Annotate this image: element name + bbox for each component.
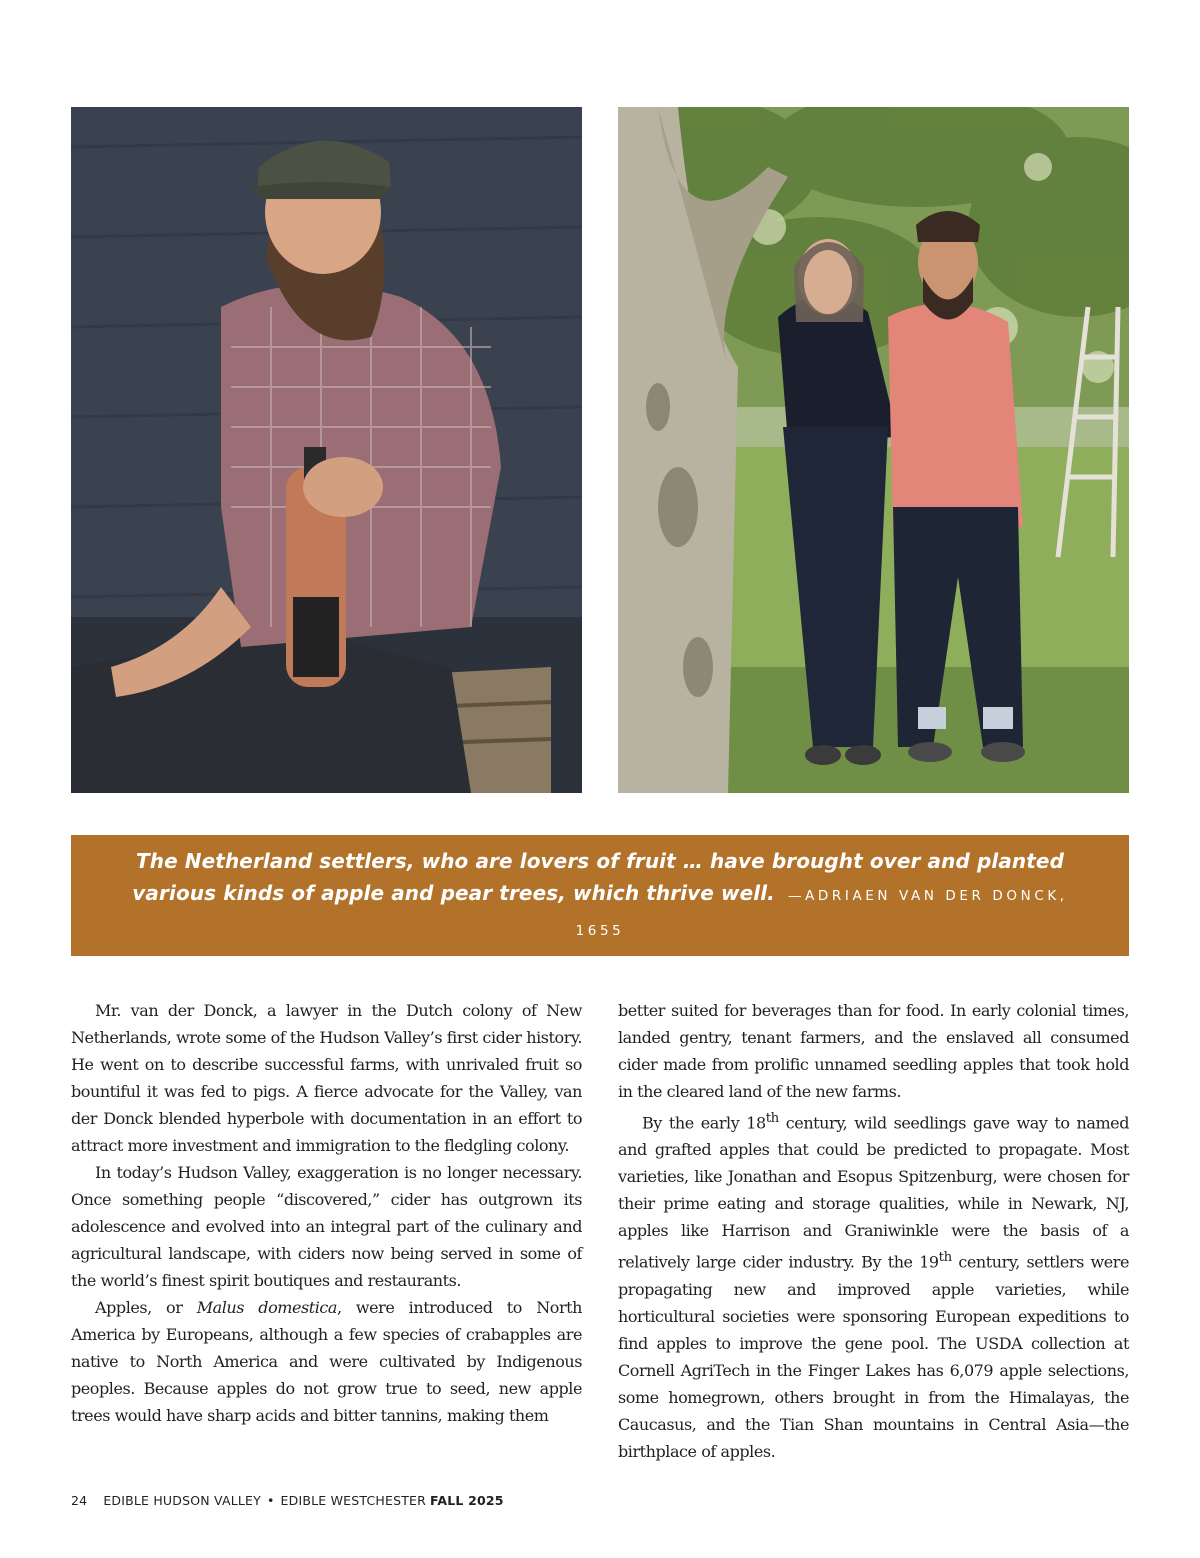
photo-orchard-couple <box>618 107 1129 793</box>
pull-quote-attribution: —ADRIAEN VAN DER DONCK, 1655 <box>575 887 1068 939</box>
species-name: Malus domestica <box>196 1298 338 1317</box>
text-run: century, wild seedlings gave way to named and grafted apples that could be predicted to propagate. Most varieties, like Jonathan and Esopus Spitzenburg, were chosen for their prime eating and storage qualities, while in Newark, NJ, apples like Harrison and Graniwinkle were the basis of a relatively large cider industry. By the 19 <box>618 1113 1129 1272</box>
text-run: century, settlers were propagating new and improved apple varieties, while horticultural societies were sponsoring European expeditions to find apples to improve the gene pool. The USDA collection at Cornell AgriTech in the Finger Lakes has 6,079 apple selections, some homegrown, others brought in from the Himalayas, the Caucasus, and the Tian Shan mountains in Central Asia—the birthplace of apples. <box>618 1252 1130 1461</box>
paragraph <box>71 1294 582 1429</box>
publication-name: EDIBLE HUDSON VALLEY <box>103 1493 261 1508</box>
body-column-left <box>71 997 582 1429</box>
paragraph: In today’s Hudson Valley, exaggeration is no longer necessary. Once something people “discovered,” cider has outgrown its adolescence and evolved into an integral part of the culinary and agricultural landscape, with ciders now being served in some of the world’s finest spirit boutiques and restaurants. <box>71 1163 582 1290</box>
page-footer <box>71 1493 504 1508</box>
paragraph: better suited for beverages than for food. In early colonial times, landed gentry, tenant farmers, and the enslaved all consumed cider made from prolific unnamed seedling apples that took hold in the cleared land of the new farms. <box>618 1001 1129 1101</box>
ordinal-suffix: th <box>938 1250 952 1266</box>
text-run: Apples, or <box>95 1298 197 1317</box>
separator-bullet: • <box>266 1493 275 1508</box>
page-number: 24 <box>71 1493 88 1508</box>
text-run: By the early 18 <box>642 1113 766 1133</box>
pull-quote-text <box>111 845 1089 947</box>
photo-cidermaker-with-bottle <box>71 107 582 793</box>
photo-cidermaker-illustration <box>71 107 582 793</box>
body-column-right <box>618 997 1129 1465</box>
photo-orchard-illustration <box>618 107 1129 793</box>
paragraph <box>618 1105 1129 1465</box>
issue-label: FALL 2025 <box>430 1493 504 1508</box>
text-run: , were introduced to North America by Europeans, although a few species of crabapples are native to North America and were cultivated by Indigenous peoples. Because apples do not grow true to seed, new apple trees would have sharp acids and bitter tannins, making them <box>71 1298 582 1425</box>
publication-name: EDIBLE WESTCHESTER <box>280 1493 427 1508</box>
ordinal-suffix: th <box>765 1111 779 1126</box>
pull-quote-body: The Netherland settlers, who are lovers of fruit … have brought over and planted various kinds of apple and pear trees, which thrive well. <box>132 848 1064 905</box>
pull-quote <box>71 835 1129 956</box>
paragraph: Mr. van der Donck, a lawyer in the Dutch colony of New Netherlands, wrote some of the Hudson Valley’s first cider history. He went on to describe successful farms, with unrivaled fruit so bountiful it was fed to pigs. A fierce advocate for the Valley, van der Donck blended hyperbole with documentation in an effort to attract more investment and immigration to the fledgling colony. <box>71 1001 582 1155</box>
